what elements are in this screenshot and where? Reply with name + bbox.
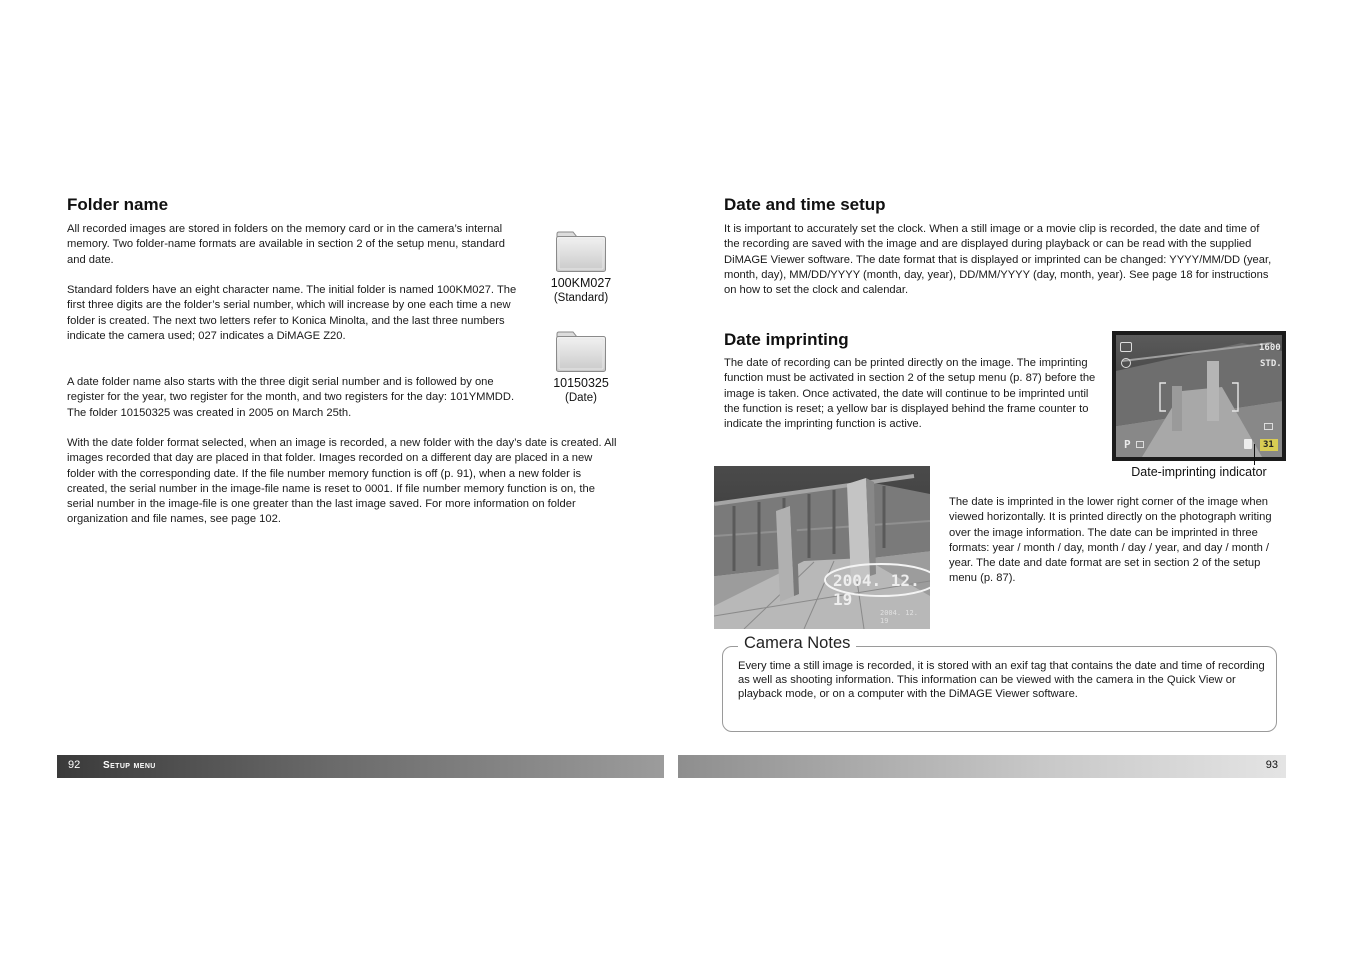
date-folder-name: 10150325 [553, 376, 609, 390]
left-page-number: 92 [68, 759, 81, 771]
indicator-pointer-line [1254, 444, 1255, 465]
camera-notes-title: Camera Notes [738, 634, 856, 653]
standard-folder-figure [541, 231, 621, 305]
date-time-setup-paragraph: It is important to accurately set the clock. When a still image or a movie clip is recorded, the date and time of the recording are saved with the image and are displayed during playback or can be read with the supplied DiMAGE Viewer software. The date format that is displayed or imprinted can be changed: YYYY/MM/DD (year, month, day), MM/DD/YYYY (month, day, year), DD/MM/YYYY (day, month, year). See page 18 for instructions on how to set the clock and calendar. [724, 223, 1272, 297]
standard-folder-name: 100KM027 [550, 276, 612, 290]
imprinted-date-actual: 2004. 12. 19 [880, 609, 918, 625]
section-title: Setup menu [103, 760, 156, 771]
date-folder-figure [541, 331, 621, 405]
date-time-setup-heading: Date and time setup [724, 195, 886, 214]
stabilizer-icon [1244, 439, 1252, 449]
metering-icon [1136, 441, 1144, 448]
date-imprinting-indicator-label: Date-imprinting indicator [1131, 465, 1267, 479]
folder-name-heading: Folder name [67, 195, 169, 214]
lcd-quality: STD. [1260, 359, 1282, 369]
date-folder-paragraph: A date folder name also starts with the three digit serial number and is followed by one register for the year, two register for the month, and two registers for the day: 101YMMDD. The folder 10150325 was created in 2005 on March 25th. [67, 376, 515, 419]
standard-folder-caption: (Standard) [553, 292, 609, 304]
imprint-location-paragraph: The date is imprinted in the lower right corner of the image when viewed horizontally. It is printed directly on the photograph writing over the image information. The date can be imprinted in three formats: year / month / day, month / day / year, and day / month / year. The date and date format are set in section 2 of the setup menu (p. 87). [949, 496, 1272, 585]
date-imprinting-heading: Date imprinting [724, 330, 849, 349]
lcd-resolution: 1600 [1259, 343, 1281, 353]
date-folder-caption: (Date) [565, 392, 597, 404]
lcd-exposure-mode: P [1124, 438, 1131, 451]
right-page-number: 93 [1265, 759, 1278, 771]
imprinted-date-magnified: 2004. 12. 19 [833, 571, 920, 609]
folder-intro-paragraph: All recorded images are stored in folders on the memory card or in the camera’s internal memory. Two folder-name formats are available in section 2 of the setup menu, standard and date. [67, 223, 505, 266]
flash-auto-icon [1121, 358, 1131, 368]
date-imprinting-paragraph: The date of recording can be printed directly on the image. The imprinting function must be activated in section 2 of the setup menu (p. 87) before the image is taken. Once activated, the date will continue to be imprinted until the function is reset; a yellow bar is displayed behind the frame counter to indicate the imprinting function is active. [724, 357, 1096, 431]
right-footer-bar [678, 755, 1286, 778]
lcd-frame-counter: 31 [1263, 440, 1274, 450]
date-folder-format-paragraph: With the date folder format selected, when an image is recorded, a new folder with the day’s date is created. All images recorded that day are placed in that folder. Images recorded on a different day are placed in a new folder with the corresponding date. If the file number memory function is off (p. 91), when a new folder is created, the serial number in the image-file name is reset to 0001. If file number memory function is on, the serial number in the image-file is one greater than the last image saved. For more information on folder organization and file names, see page 102. [67, 437, 617, 526]
folder-icon [555, 231, 607, 273]
standard-folder-paragraph: Standard folders have an eight character name. The initial folder is named 100KM027. The first three digits are the folder’s serial number, which will increase by one each time a new folder is created. The next two letters refer to Konica Minolta, and the last three numbers indicate the camera used; 027 indicates a DiMAGE Z20. [67, 284, 517, 342]
folder-icon [555, 331, 607, 373]
lcd-monitor-illustration [1112, 331, 1286, 461]
imprinted-date-photo [714, 466, 930, 629]
camera-notes-text: Every time a still image is recorded, it is stored with an exif tag that contains the date and time of recording as well as shooting information. This information can be viewed with the camera in the Quick View or playback mode, or on a computer with the DiMAGE Viewer software. [738, 660, 1265, 701]
camera-icon [1120, 342, 1132, 352]
card-icon [1264, 423, 1273, 430]
